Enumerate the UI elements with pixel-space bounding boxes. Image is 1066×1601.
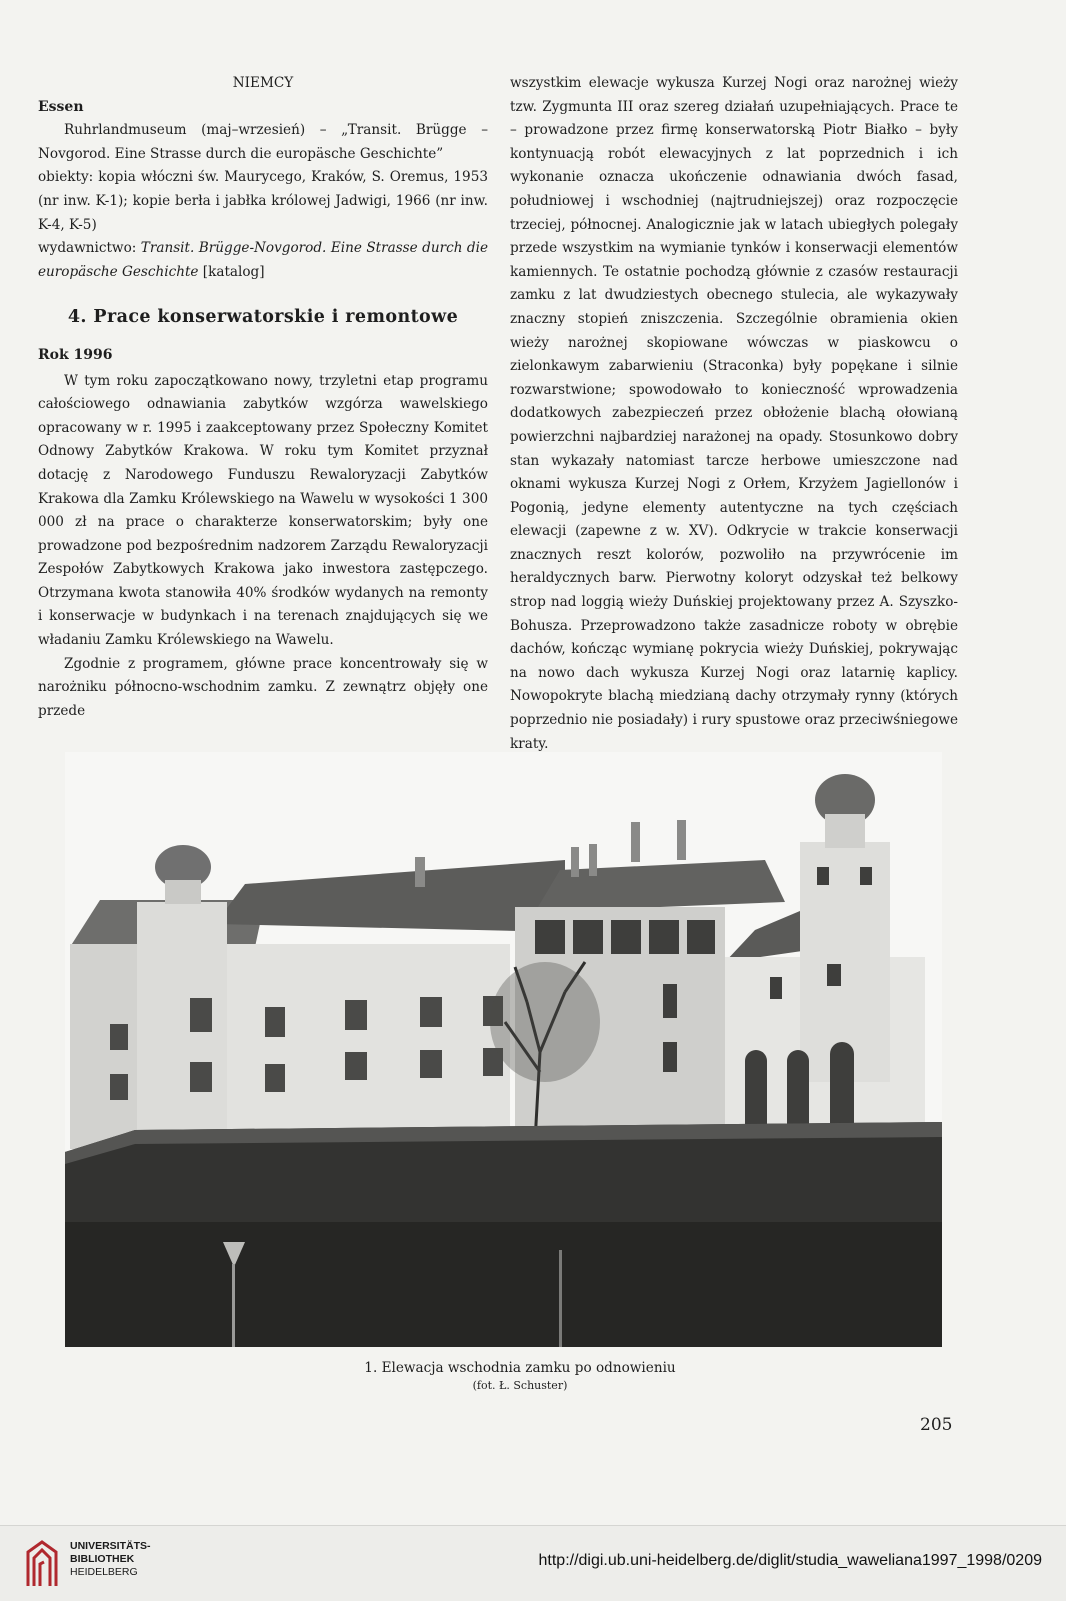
left-paragraph-2: Zgodnie z programem, główne prace koncentrowały się w narożniku północno-wschodnim zamku. Z zewnątrz objęły one przede: [38, 655, 488, 719]
library-logo-icon: [22, 1536, 64, 1590]
photo-credit: (fot. Ł. Schuster): [472, 1379, 568, 1392]
exhibition-entry: Ruhrlandmuseum (maj–wrzesień) – „Transit. Brügge – Novgorod. Eine Strasse durch die europäsche Geschichte”: [38, 122, 488, 162]
library-name: [70, 1540, 151, 1579]
footer-bar: [0, 1525, 1066, 1601]
left-column: [38, 72, 488, 723]
source-url-link[interactable]: http://digi.ub.uni-heidelberg.de/diglit/studia_waweliana1997_1998/0209: [538, 1552, 1042, 1569]
castle-photo-illustration: [65, 752, 942, 1347]
publication-prefix: wydawnictwo:: [38, 240, 141, 257]
publication-title: Transit. Brügge-Novgorod. Eine Strasse durch die europäsche Geschichte: [38, 240, 488, 280]
library-name-line3: HEIDELBERG: [70, 1566, 138, 1578]
page-number: 205: [920, 1415, 953, 1435]
year-heading: Rok 1996: [38, 346, 113, 363]
country-heading: NIEMCY: [232, 75, 294, 91]
right-column: [510, 72, 958, 756]
publication-suffix: [katalog]: [198, 263, 265, 280]
castle-photograph: [65, 752, 942, 1347]
left-paragraph-1: W tym roku zapoczątkowano nowy, trzyletni etap programu całościowego odnawiania zabytków wzgórza wawelskiego opracowany w r. 1995 i zaakceptowany przez Społeczny Komitet Odnowy Zabytków Krakowa. W roku tym Komitet przyznał dotację z Narodowego Funduszu Rewaloryzacji Zabytków Krakowa dla Zamku Królewskiego na Wawelu w wysokości 1 300 000 zł na prace o charakterze konserwatorskim; były one prowadzone pod bezpośrednim nadzorem Zarządu Rewaloryzacji Zespołów Zabytkowych Krakowa jako inwestora zastępczego. Otrzymana kwota stanowiła 40% środków wydanych na remonty i konserwacje w budynkach i na terenach znajdujących się we władaniu Zamku Królewskiego na Wawelu.: [38, 372, 488, 649]
library-name-line2: BIBLIOTHEK: [70, 1553, 135, 1565]
caption-text: 1. Elewacja wschodnia zamku po odnowieniu: [364, 1360, 676, 1376]
city-heading: Essen: [38, 98, 84, 115]
exhibition-objects: obiekty: kopia włóczni św. Maurycego, Kraków, S. Oremus, 1953 (nr inw. K-1); kopie berła i jabłka królowej Jadwigi, 1966 (nr inw. K-4, K-5): [38, 169, 488, 233]
exhibition-publication: [38, 237, 488, 284]
library-name-line1: UNIVERSITÄTS-: [70, 1540, 151, 1552]
section-heading: 4. Prace konserwatorskie i remontowe: [67, 307, 459, 328]
figure-caption: [300, 1359, 740, 1395]
right-paragraph-1: wszystkim elewacje wykusza Kurzej Nogi oraz narożnej wieży tzw. Zygmunta III oraz szereg działań uzupełniających. Prace te – prowadzone przez firmę konserwatorską Piotr Białko – były kontynuacją robót elewacyjnych z lat poprzednich i ich wykonanie oznacza ukończenie odnawiania dwóch fasad, południowej i wschodniej (najtrudniejszej) oraz rozpoczęcie trzeciej, północnej. Analogicznie jak w latach ubiegłych polegały przede wszystkim na wymianie tynków i konserwacji elementów kamiennych. Te ostatnie pochodzą głównie z czasów restauracji zamku z lat dwudziestych obecnego stulecia, ale wykazywały znaczny stopień zniszczenia. Szczególnie obramienia okien wieży narożnej skopiowane wówczas w piaskowcu o zielonkawym zabarwieniu (Straconka) były popękane i silnie rozwarstwione; spowodowało to konieczność wprowadzenia dodatkowych zabezpieczeń przez obłożenie blachą ołowianą powierzchni najbardziej narażonej na opady. Stosunkowo dobry stan wykazały natomiast tarcze herbowe umieszczone nad oknami wykusza Kurzej Nogi z Orłem, Krzyżem Jagiellonów i Pogonią, jedyne elementy autentyczne na tych częściach elewacji (zapewne z w. XV). Odkrycie w trakcie konserwacji znacznych reszt kolorów, pozwoliło na przywrócenie im heraldycznych barw. Pierwotny koloryt odzyskał też belkowy strop nad loggią wieży Duńskiej projektowany przez A. Szyszko-Bohusza. Przeprowadzono także zasadnicze roboty w obrębie dachów, kończąc wymianę pokrycia wieży Duńskiej, pokrywając na nowo dach wykusza Kurzej Nogi oraz latarnię kaplicy. Nowopokryte blachą miedzianą dachy otrzymały rynny (których poprzednio nie posiadały) i rury spustowe oraz przeciwśniegowe kraty.: [510, 75, 958, 752]
